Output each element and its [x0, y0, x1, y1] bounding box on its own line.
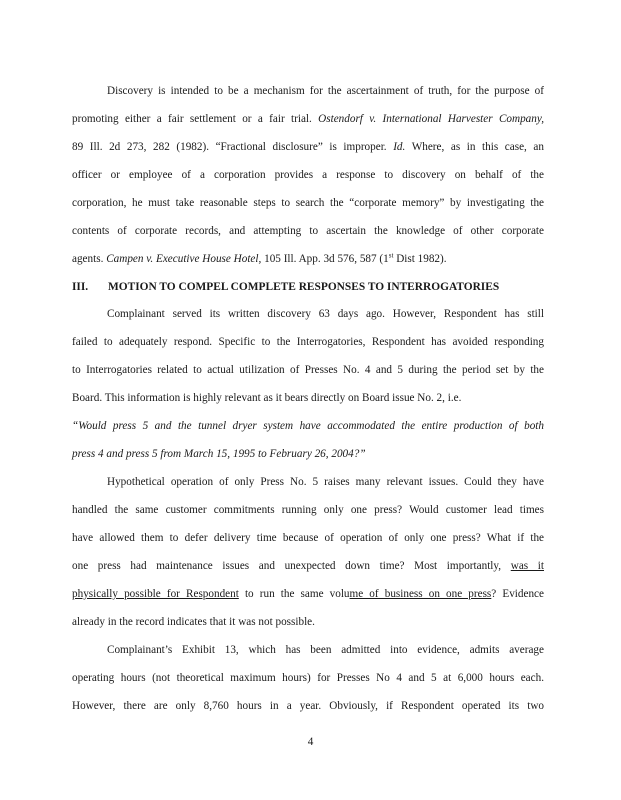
section-number: III.	[72, 281, 89, 293]
para4-line-2: operating hours (not theoretical maximum hours) for Presses No 4 and 5 at 6,000 hours each.	[72, 672, 544, 684]
para1-line-7: agents. Campen v. Executive House Hotel, 105 Ill. App. 3d 576, 587 (1st Dist 1982).	[72, 251, 447, 265]
para2-line-4: Board. This information is highly relevant as it bears directly on Board issue No. 2, i.e.	[72, 392, 462, 404]
case-citation-ostendorf: Ostendorf v. International Harvester Company,	[318, 113, 544, 125]
section-heading	[72, 280, 544, 294]
para3-line-3: have allowed them to defer delivery time because of operation of only one press? What if the	[72, 532, 544, 544]
para3-line-2: handled the same customer commitments running only one press? Would customer lead times	[72, 504, 544, 516]
para2-line-1: Complainant served its written discovery 63 days ago. However, Respondent has still	[107, 308, 544, 320]
para3-line-4: one press had maintenance issues and unexpected down time? Most importantly, was it	[72, 560, 544, 572]
para1-line-3: 89 Ill. 2d 273, 282 (1982). “Fractional disclosure” is improper. Id. Where, as in this case, an	[72, 141, 544, 153]
para2-line-2: failed to adequately respond. Specific to the Interrogatories, Respondent has avoided responding	[72, 336, 544, 348]
para3-line-1: Hypothetical operation of only Press No. 5 raises many relevant issues. Could they have	[107, 476, 544, 488]
para2-quote-line-2: press 4 and press 5 from March 15, 1995 to February 26, 2004?”	[72, 448, 366, 460]
para1-line-6: contents of corporate records, and attempting to ascertain the knowledge of other corporate	[72, 225, 544, 237]
para2-quote-line-1: “Would press 5 and the tunnel dryer system have accommodated the entire production of both	[72, 420, 544, 432]
para1-line-4: officer or employee of a corporation provides a response to discovery on behalf of the	[72, 169, 544, 181]
section-title: MOTION TO COMPEL COMPLETE RESPONSES TO INTERROGATORIES	[108, 281, 500, 293]
case-citation-campen: Campen v. Executive House Hotel,	[106, 253, 262, 265]
para4-line-3: However, there are only 8,760 hours in a year. Obviously, if Respondent operated its two	[72, 700, 544, 712]
para4-line-1: Complainant’s Exhibit 13, which has been admitted into evidence, admits average	[107, 644, 544, 656]
para1-line-2: promoting either a fair settlement or a fair trial. Ostendorf v. International Harvester Company,	[72, 113, 544, 125]
para2-line-3: to Interrogatories related to actual utilization of Presses No. 4 and 5 during the period set by the	[72, 364, 544, 376]
para3-line-6: already in the record indicates that it was not possible.	[72, 616, 315, 628]
para1-line-5: corporation, he must take reasonable steps to search the “corporate memory” by investigating the	[72, 197, 544, 209]
para1-line-1: Discovery is intended to be a mechanism for the ascertainment of truth, for the purpose of	[107, 85, 544, 97]
id-citation: Id.	[393, 141, 406, 153]
page-number: 4	[307, 736, 314, 748]
para3-line-5: physically possible for Respondent to run the same volume of business on one press? Evidence	[72, 588, 544, 600]
